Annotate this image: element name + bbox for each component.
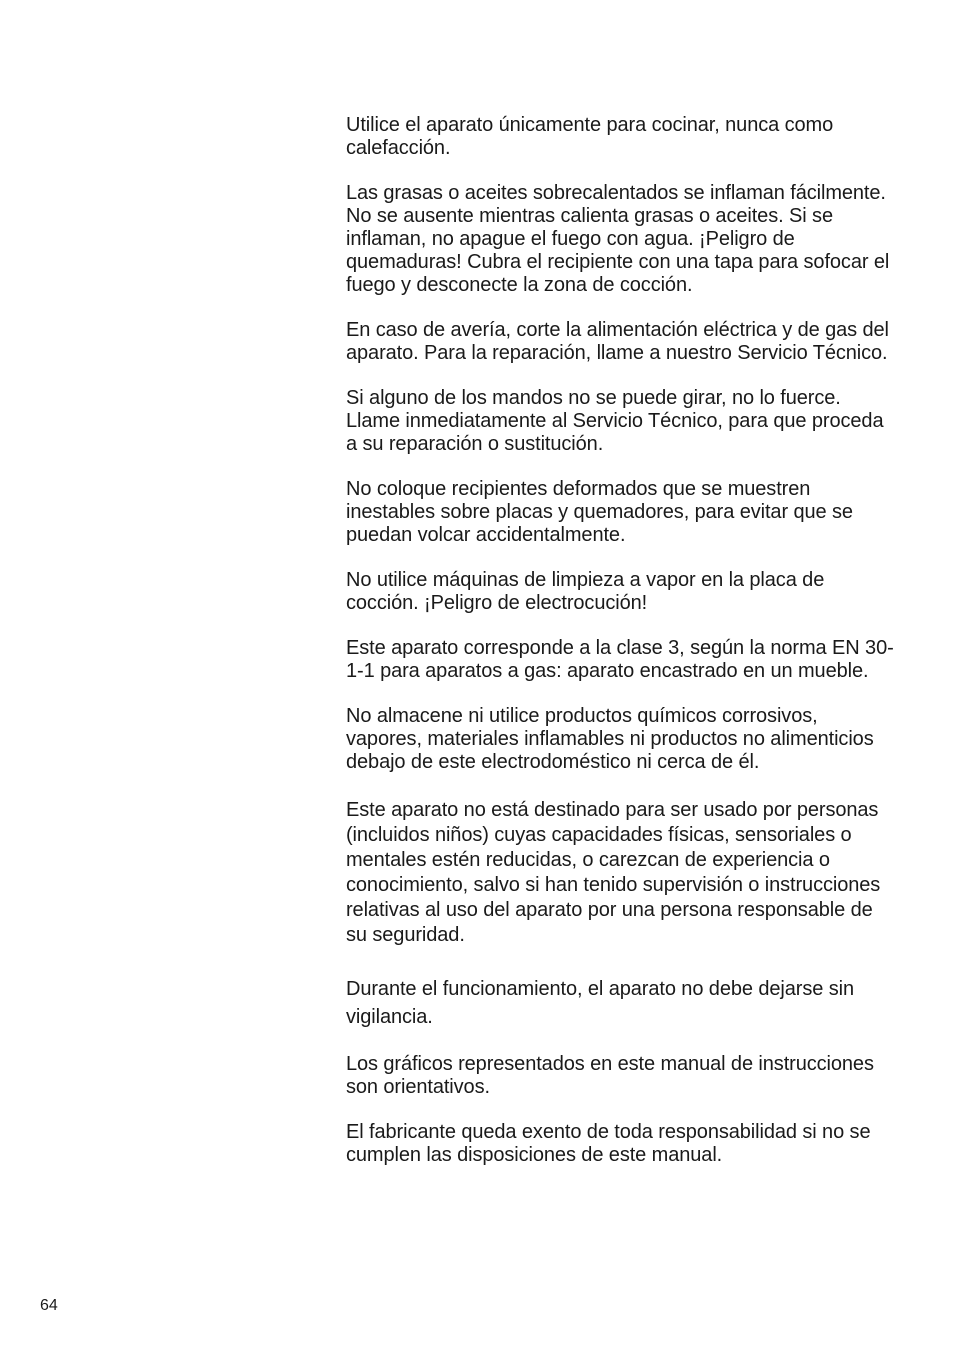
page-number: 64 <box>40 1297 58 1314</box>
paragraph-steam-cleaners: No utilice máquinas de limpieza a vapor en la placa de cocción. ¡Peligro de electrocución! <box>346 569 825 614</box>
paragraph-controls: Si alguno de los mandos no se puede girar, no lo fuerce. Llame inmediatamente al Servicio Técnico, para que proceda a su reparación o sustitución. <box>346 387 884 455</box>
paragraph-supervision: Durante el funcionamiento, el aparato no debe dejarse sin vigilancia. <box>346 978 854 1028</box>
paragraph-appliance-class: Este aparato corresponde a la clase 3, según la norma EN 30-1-1 para aparatos a gas: aparato encastrado en un mueble. <box>346 637 894 682</box>
safety-instructions <box>346 114 894 1167</box>
paragraph-overheated-oil: Las grasas o aceites sobrecalentados se inflaman fácilmente. No se ausente mientras calienta grasas o aceites. Si se inflaman, no apague el fuego con agua. ¡Peligro de quemaduras! Cubra el recipiente con una tapa para sofocar el fuego y desconecte la zona de cocción. <box>346 182 890 296</box>
paragraph-graphics: Los gráficos representados en este manual de instrucciones son orientativos. <box>346 1053 874 1098</box>
paragraph-cooking-use: Utilice el aparato únicamente para cocinar, nunca como calefacción. <box>346 114 834 159</box>
paragraph-manufacturer-liability: El fabricante queda exento de toda responsabilidad si no se cumplen las disposiciones de este manual. <box>346 1121 871 1166</box>
paragraph-chemicals: No almacene ni utilice productos químicos corrosivos, vapores, materiales inflamables ni productos no alimenticios debajo de este electrodoméstico ni cerca de él. <box>346 705 874 773</box>
paragraph-breakdown: En caso de avería, corte la alimentación eléctrica y de gas del aparato. Para la reparación, llame a nuestro Servicio Técnico. <box>346 319 889 364</box>
paragraph-persons-reduced-capacity: Este aparato no está destinado para ser usado por personas (incluidos niños) cuyas capacidades físicas, sensoriales o mentales estén reducidas, o carezcan de experiencia o conocimiento, salvo si han tenido supervisión o instrucciones relativas al uso del aparato por una persona responsable de su seguridad. <box>346 799 881 946</box>
paragraph-deformed-containers: No coloque recipientes deformados que se muestren inestables sobre placas y quemadores, para evitar que se puedan volcar accidentalmente. <box>346 478 853 546</box>
